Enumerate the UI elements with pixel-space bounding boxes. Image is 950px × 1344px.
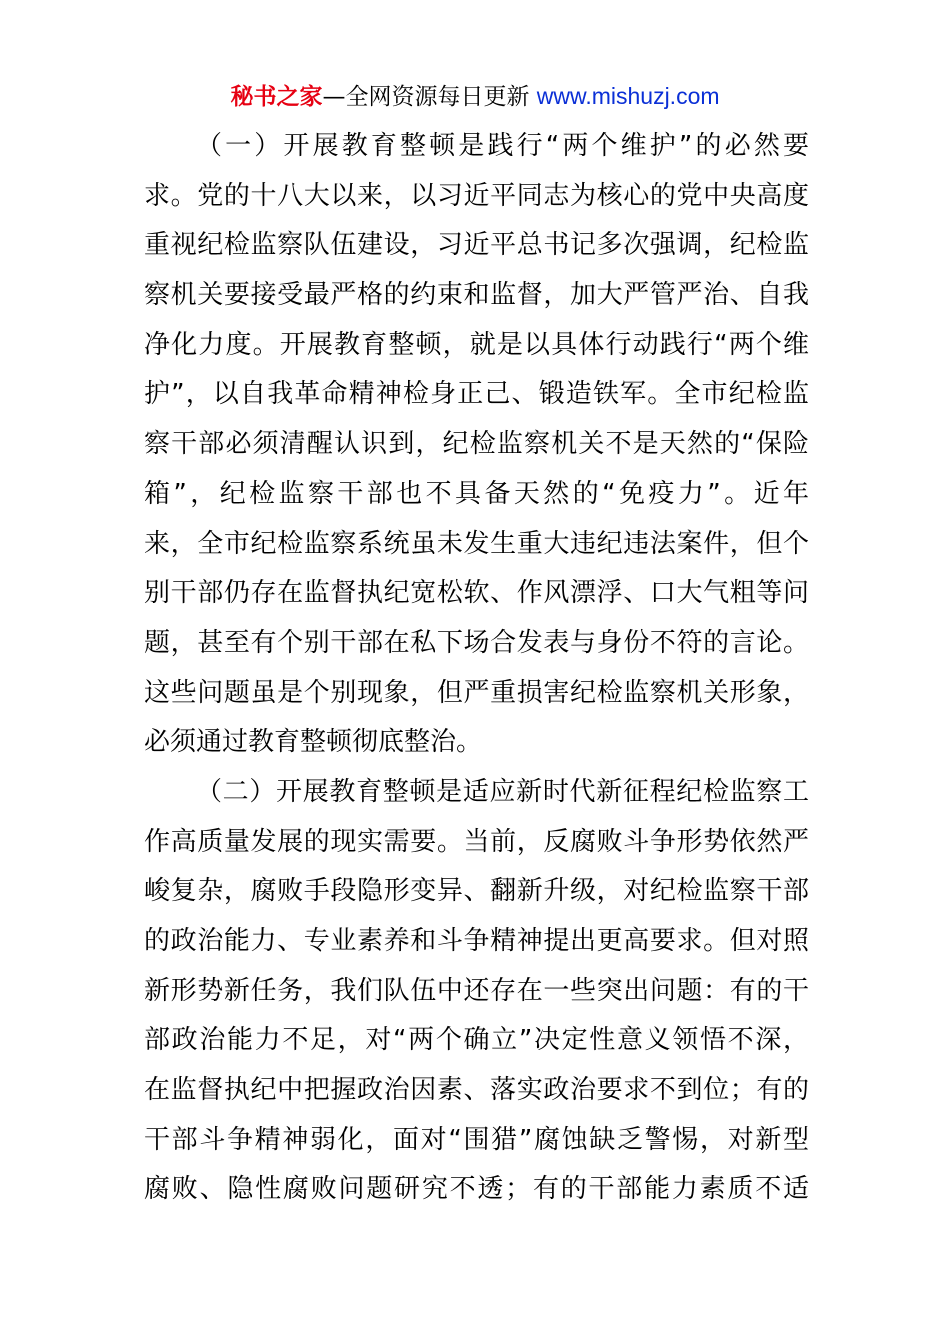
site-header <box>0 80 950 113</box>
text-line: 察机关要接受最严格的约束和监督，加大严管严治、自我 <box>144 280 809 311</box>
text-line: 题，甚至有个别干部在私下场合发表与身份不符的言论。 <box>144 627 809 658</box>
document-body <box>144 122 809 1215</box>
text-line: 部政治能力不足，对“两个确立”决定性意义领悟不深， <box>144 1025 809 1056</box>
text-line: 必须通过教育整顿彻底整治。 <box>144 727 483 758</box>
text-line: 重视纪检监察队伍建设，习近平总书记多次强调，纪检监 <box>144 230 809 261</box>
text-line: 净化力度。开展教育整顿，就是以具体行动践行“两个维 <box>144 329 809 360</box>
text-line: 别干部仍存在监督执纪宽松软、作风漂浮、口大气粗等问 <box>144 578 809 609</box>
site-url[interactable]: www.mishuzj.com <box>536 83 720 109</box>
text-line: 护”，以自我革命精神检身正己、锻造铁军。全市纪检监 <box>144 379 809 410</box>
text-line: 来，全市纪检监察系统虽未发生重大违纪违法案件，但个 <box>144 528 809 559</box>
brand-name: 秘书之家 <box>230 84 323 110</box>
text-line: （一）开展教育整顿是践行“两个维护”的必然要 <box>196 131 809 161</box>
header-tagline: —全网资源每日更新 <box>322 84 537 110</box>
paragraph-2 <box>144 768 809 1215</box>
text-line: 腐败、隐性腐败问题研究不透；有的干部能力素质不适 <box>144 1174 809 1205</box>
text-line: （二）开展教育整顿是适应新时代新征程纪检监察工 <box>196 776 809 807</box>
text-line: 干部斗争精神弱化，面对“围猎”腐蚀缺乏警惕，对新型 <box>144 1124 809 1155</box>
text-line: 箱”，纪检监察干部也不具备天然的“免疫力”。近年 <box>144 478 809 509</box>
text-line: 求。党的十八大以来，以习近平同志为核心的党中央高度 <box>144 180 809 211</box>
text-line: 作高质量发展的现实需要。当前，反腐败斗争形势依然严 <box>144 826 809 857</box>
paragraph-1 <box>144 122 809 768</box>
text-line: 察干部必须清醒认识到，纪检监察机关不是天然的“保险 <box>144 429 809 460</box>
text-line: 峻复杂，腐败手段隐形变异、翻新升级，对纪检监察干部 <box>144 876 809 907</box>
text-line: 这些问题虽是个别现象，但严重损害纪检监察机关形象， <box>144 677 809 708</box>
text-line: 的政治能力、专业素养和斗争精神提出更高要求。但对照 <box>144 926 809 956</box>
text-line: 在监督执纪中把握政治因素、落实政治要求不到位；有的 <box>144 1075 809 1106</box>
text-line: 新形势新任务，我们队伍中还存在一些突出问题：有的干 <box>144 975 809 1006</box>
